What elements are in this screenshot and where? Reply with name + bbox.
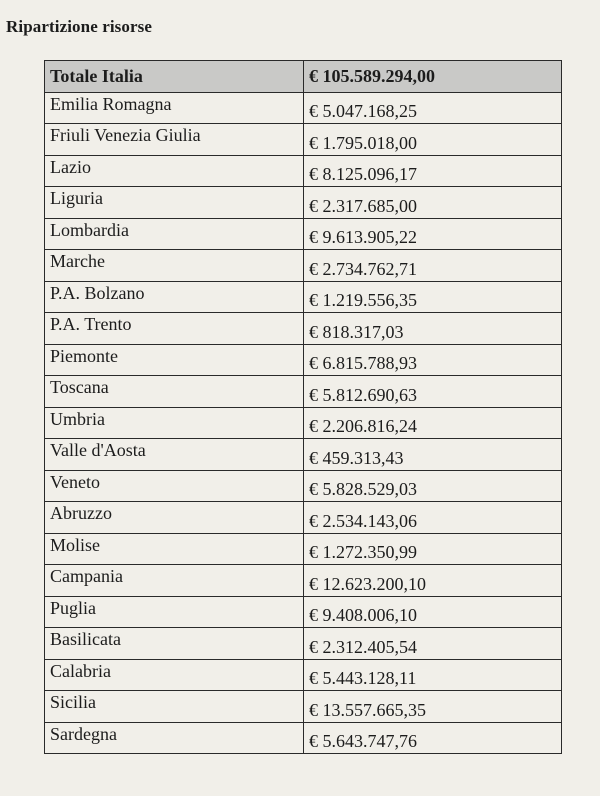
region-name: Lazio — [45, 155, 304, 187]
region-amount: € 8.125.096,17 — [304, 155, 562, 187]
region-amount: € 2.312.405,54 — [304, 628, 562, 660]
region-name: Sardegna — [45, 722, 304, 754]
table-row — [45, 187, 562, 219]
region-amount: € 5.828.529,03 — [304, 470, 562, 502]
region-amount: € 2.206.816,24 — [304, 407, 562, 439]
table-row — [45, 218, 562, 250]
region-name: Lombardia — [45, 218, 304, 250]
page-title: Ripartizione risorse — [6, 17, 152, 36]
region-name: Sicilia — [45, 691, 304, 723]
table-row — [45, 344, 562, 376]
region-name: Toscana — [45, 376, 304, 408]
table-row — [45, 124, 562, 156]
table-row — [45, 691, 562, 723]
region-name: Veneto — [45, 470, 304, 502]
table-row — [45, 376, 562, 408]
region-amount: € 5.443.128,11 — [304, 659, 562, 691]
region-amount: € 9.613.905,22 — [304, 218, 562, 250]
region-amount: € 13.557.665,35 — [304, 691, 562, 723]
region-name: Calabria — [45, 659, 304, 691]
region-name: Umbria — [45, 407, 304, 439]
table-body — [45, 61, 562, 754]
region-name: Liguria — [45, 187, 304, 219]
table-row — [45, 281, 562, 313]
table-row — [45, 502, 562, 534]
region-amount: € 459.313,43 — [304, 439, 562, 471]
region-amount: € 5.643.747,76 — [304, 722, 562, 754]
table-row — [45, 313, 562, 345]
table-row — [45, 628, 562, 660]
table-row — [45, 533, 562, 565]
region-amount: € 5.047.168,25 — [304, 92, 562, 124]
region-amount: € 2.317.685,00 — [304, 187, 562, 219]
region-name: Friuli Venezia Giulia — [45, 124, 304, 156]
region-name: Valle d'Aosta — [45, 439, 304, 471]
table-row — [45, 722, 562, 754]
table-row — [45, 155, 562, 187]
table-row — [45, 250, 562, 282]
region-amount: € 1.219.556,35 — [304, 281, 562, 313]
region-name: P.A. Trento — [45, 313, 304, 345]
region-amount: € 818.317,03 — [304, 313, 562, 345]
table-row — [45, 565, 562, 597]
region-amount: € 5.812.690,63 — [304, 376, 562, 408]
region-name: Basilicata — [45, 628, 304, 660]
region-name: P.A. Bolzano — [45, 281, 304, 313]
region-amount: € 12.623.200,10 — [304, 565, 562, 597]
total-row — [45, 61, 562, 93]
region-amount: € 6.815.788,93 — [304, 344, 562, 376]
region-name: Piemonte — [45, 344, 304, 376]
region-name: Campania — [45, 565, 304, 597]
table-row — [45, 596, 562, 628]
table-row — [45, 92, 562, 124]
region-amount: € 2.534.143,06 — [304, 502, 562, 534]
total-amount: € 105.589.294,00 — [304, 61, 562, 93]
table-row — [45, 470, 562, 502]
region-name: Emilia Romagna — [45, 92, 304, 124]
region-amount: € 1.272.350,99 — [304, 533, 562, 565]
table-row — [45, 439, 562, 471]
region-amount: € 2.734.762,71 — [304, 250, 562, 282]
table-row — [45, 407, 562, 439]
table-row — [45, 659, 562, 691]
region-name: Abruzzo — [45, 502, 304, 534]
resource-table — [44, 60, 562, 754]
region-name: Puglia — [45, 596, 304, 628]
region-amount: € 1.795.018,00 — [304, 124, 562, 156]
total-label: Totale Italia — [45, 61, 304, 93]
region-name: Molise — [45, 533, 304, 565]
region-name: Marche — [45, 250, 304, 282]
region-amount: € 9.408.006,10 — [304, 596, 562, 628]
